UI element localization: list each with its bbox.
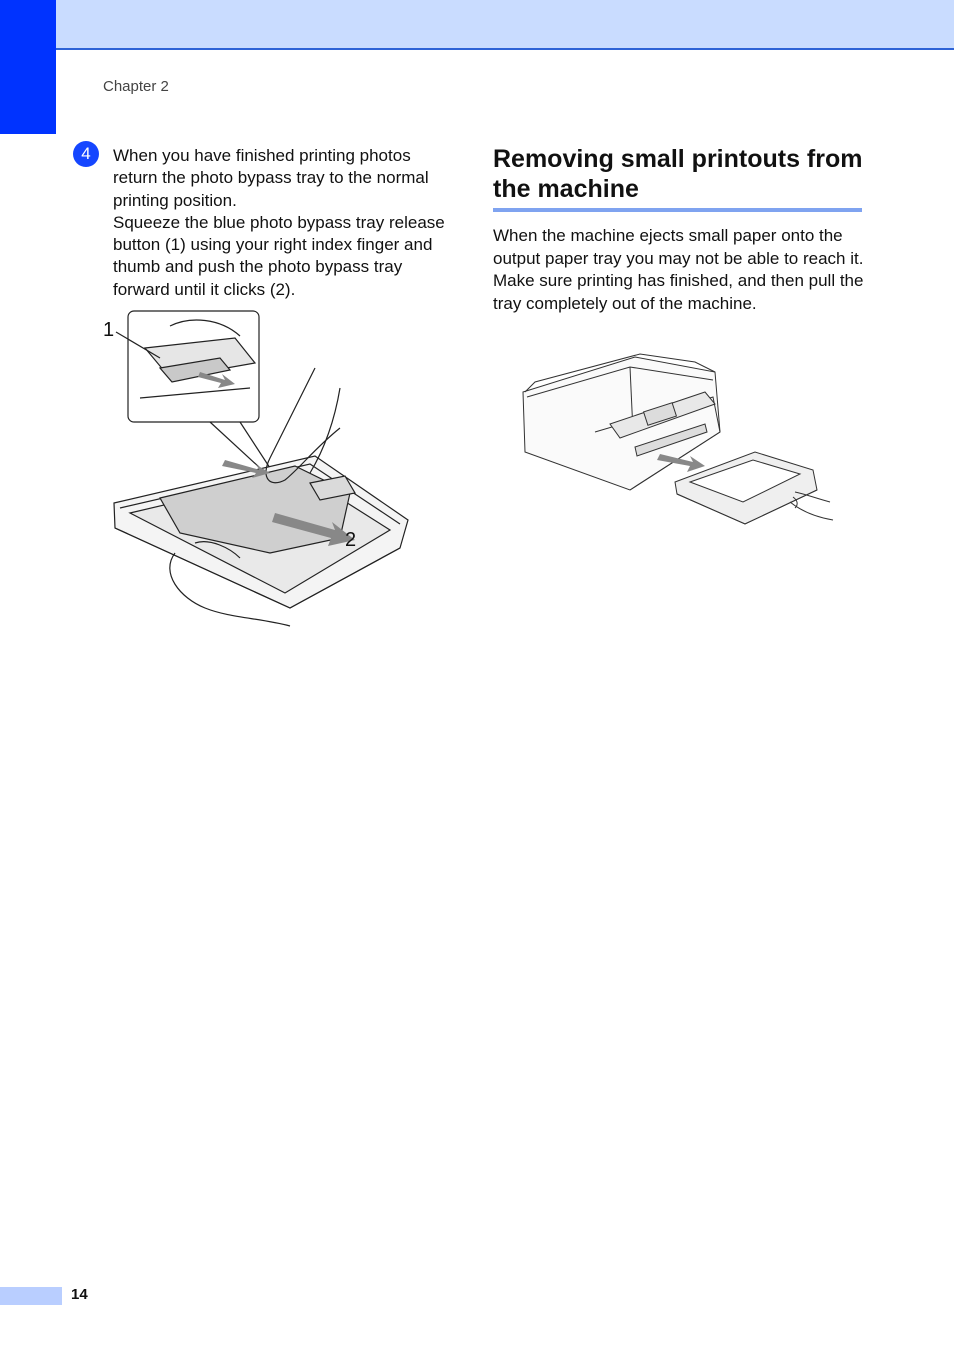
header-band (56, 0, 954, 50)
printer-tray-removal-illustration (515, 352, 835, 530)
step-number-badge: 4 (73, 141, 99, 167)
chapter-label: Chapter 2 (103, 78, 169, 95)
section-title-rule (493, 208, 862, 212)
page-number: 14 (71, 1286, 88, 1303)
callout-1-label: 1 (103, 319, 115, 341)
section-body: When the machine ejects small paper onto the output paper tray you may not be able to reach it. Make sure printing has finished, and then pull the tray completely out of the machine. (493, 226, 864, 313)
section-title: Removing small printouts from the machine (493, 145, 863, 203)
step-instructions (113, 145, 453, 301)
footer-tab (0, 1287, 62, 1305)
photo-bypass-tray-illustration (100, 308, 445, 628)
step-paragraph-1: When you have finished printing photos return the photo bypass tray to the normal printing position. (113, 146, 429, 210)
callout-2-label: 2 (345, 529, 357, 551)
step-paragraph-2: Squeeze the blue photo bypass tray release button (1) using your right index finger and thumb and push the photo bypass tray forward until it clicks (2). (113, 212, 445, 299)
chapter-side-tab (0, 0, 56, 134)
